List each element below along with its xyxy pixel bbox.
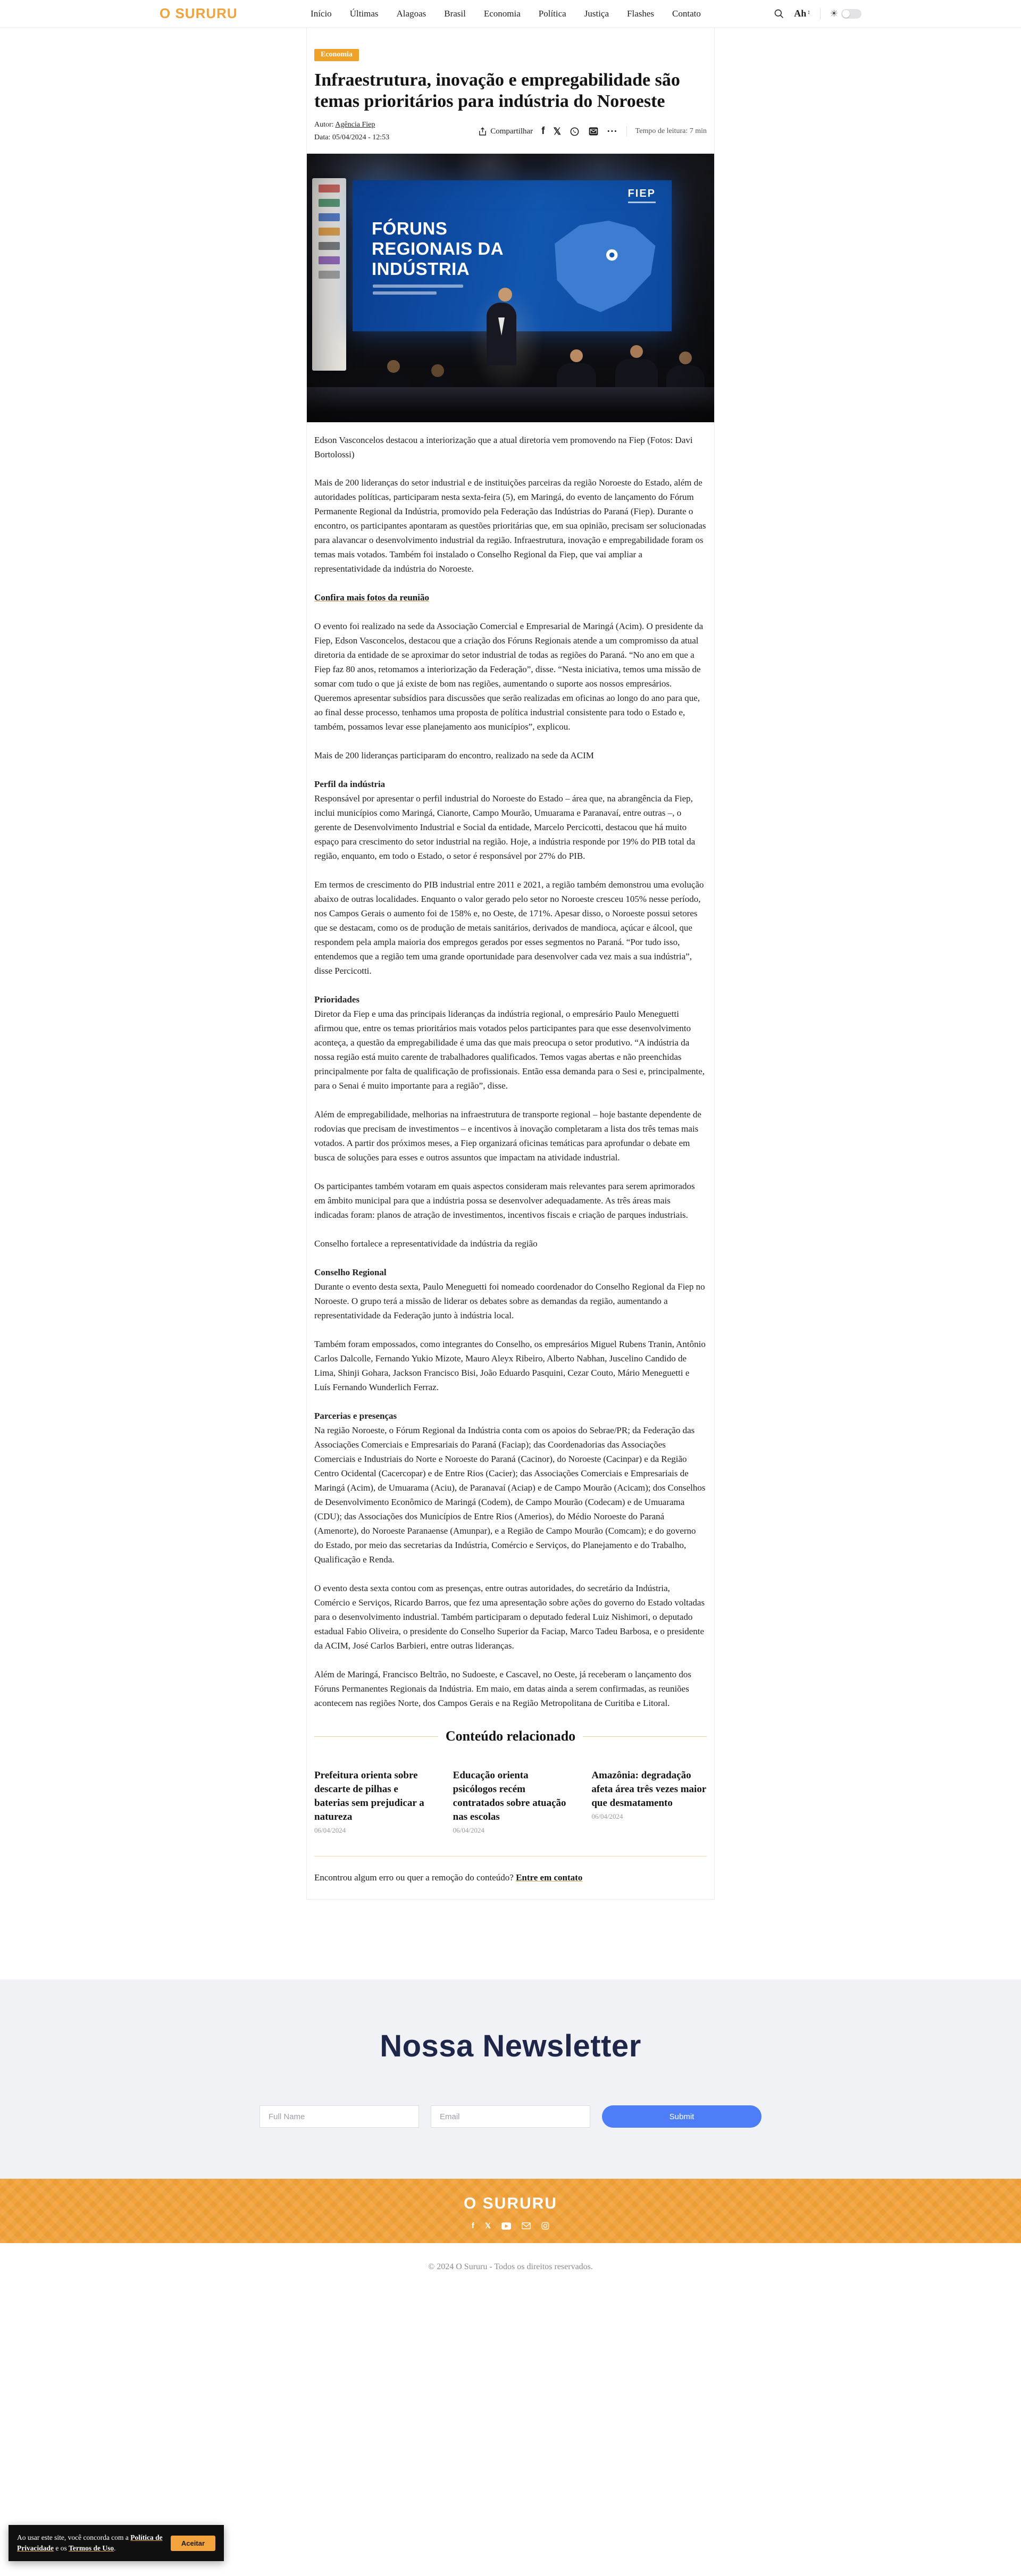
cookie-banner (9, 2525, 224, 2561)
related-item[interactable] (314, 1769, 430, 1835)
nav-alagoas[interactable]: Alagoas (396, 8, 426, 19)
x-twitter-icon[interactable]: 𝕏 (484, 2221, 491, 2230)
reading-time: Tempo de leitura: 7 min (635, 127, 707, 135)
seated-person (615, 345, 658, 405)
seated-person (421, 364, 454, 406)
main-nav (311, 9, 701, 19)
stage-foreground (307, 387, 714, 422)
x-twitter-icon[interactable]: 𝕏 (553, 126, 562, 137)
reading-time-divider (626, 126, 627, 137)
contact-link[interactable]: Entre em contato (516, 1872, 583, 1883)
body-paragraph: Durante o evento desta sexta, Paulo Meneguetti foi nomeado coordenador do Conselho Regional da Fiep no Noroeste. O grupo terá a missão de liderar os debates sobre as demandas da região, aumentando a representatividade da Federação junto à indústria local. (314, 1282, 705, 1320)
search-icon[interactable] (774, 9, 784, 19)
related-title[interactable]: Prefeitura orienta sobre descarte de pilhas e baterias sem prejudicar a natureza (314, 1770, 424, 1822)
body-paragraph: O evento desta sexta contou com as presenças, entre outras autoridades, do secretário da Indústria, Comércio e Serviços, Ricardo Barros, que fez uma apresentação sobre ações do governo do Estado voltadas para o desenvolvimento industrial. Também participaram o deputado federal Luiz Nishimori, o deputado estadual Fabio Oliveira, o presidente do Conselho Superior da Faciap, Marco Tadeu Barbosa, e o presidente da ACIM, José Carlos Barbieri, entre outras lideranças. (314, 1583, 705, 1651)
related-title[interactable]: Amazônia: degradação afeta área três vezes maior que desmatamento (591, 1770, 706, 1809)
body-paragraph: Responsável por apresentar o perfil industrial do Noroeste do Estado – área que, na abrangência da Fiep, inclui municípios como Maringá, Cianorte, Campo Mourão, Umuarama e Paranavaí, entre outras –, o gerente de Desenvolvimento Industrial e Social da entidade, Marcelo Percicotti, destacou que há muito espaço para crescimento do setor industrial na região. Hoje, a indústria responde por 19% do PIB total da região, enquanto, em todo o Estado, o setor é responsável por 27% do PIB. (314, 793, 696, 861)
stage-table (355, 388, 695, 391)
article-meta (314, 119, 389, 144)
section-heading: Parcerias e presenças (314, 1411, 397, 1421)
nav-ultimas[interactable]: Últimas (349, 8, 379, 19)
font-size-control[interactable] (794, 8, 810, 19)
related-date: 06/04/2024 (591, 1812, 623, 1820)
body-paragraph: Os participantes também votaram em quais aspectos consideram mais relevantes para serem aprimorados em âmbito municipal para que a indústria possa se desenvolver adequadamente. As três áreas mais indicadas foram: planos de atração de investimentos, incentivos fiscais e criação de parques industriais. (314, 1181, 695, 1220)
body-paragraph: Além de empregabilidade, melhorias na infraestrutura de transporte regional – hoje bastante dependente de rodovias que precisam de investimentos – e incentivos à inovação completaram a lista dos três temas mais votados. A partir dos próximos meses, a Fiep organizará oficinas temáticas para aprofundar o debate em busca de soluções para esses e outros assuntos que impactam na atividade industrial. (314, 1109, 701, 1162)
email-icon[interactable] (588, 126, 599, 137)
youtube-icon[interactable] (501, 2222, 511, 2230)
parana-map-graphic (546, 211, 660, 315)
article-title: Infraestrutura, inovação e empregabilidade são temas prioritários para indústria do Noroeste (314, 70, 680, 111)
fullname-input[interactable] (260, 2105, 419, 2128)
body-link-wrap (314, 590, 707, 605)
body-paragraph: Na região Noroeste, o Fórum Regional da Indústria conta com os apoios do Sebrae/PR; da Federação das Associações Comerciais e Empresariais do Paraná (Faciap); das Coordenadorias das Associações Comerciais e Industriais do Norte e Noroeste do Paraná (Cacinor), do Noroeste (Cacinpar) e da Região Centro Ocidental (Cacercopar) e de Entre Rios (Cacier); das Associações Comerciais e Empresariais de Maringá (Acim), de Umuarama (Aciu), de Paranavaí (Aciap) e de Campo Mourão (Acicam); dos Conselhos de Desenvolvimento Econômico de Maringá (Codem), de Campo Mourão (Codecam) e de Umuarama (CDU); das Associações dos Municípios de Entre Rios (Amerios), do Médio Noroeste do Paraná (Amenorte), do Noroeste Paranaense (Amunpar), e a Região de Campo Mourão (Comcam); e do governo do Estado, por meio das secretarias da Indústria, Comércio e Serviços, do Planejamento e do Trabalho, Qualificação e Renda. (314, 1425, 706, 1565)
feedback-line: Encontrou algum erro ou quer a remoção do conteúdo? Entre em contato (314, 1856, 707, 1883)
body-caption-line: Conselho fortalece a representatividade da indústria da região (314, 1239, 538, 1249)
author-link[interactable]: Agência Fiep (335, 121, 375, 129)
stage-spotlight (466, 281, 546, 398)
nav-justica[interactable]: Justiça (584, 8, 609, 19)
facebook-icon[interactable]: f (471, 2221, 474, 2230)
accept-cookies-button[interactable]: Aceitar (171, 2536, 215, 2551)
screen-title: FÓRUNS REGIONAIS DA INDÚSTRIA (372, 219, 504, 279)
whatsapp-icon[interactable] (570, 127, 580, 137)
cookie-text: Ao usar este site, você concorda com a Política de Privacidade e os Termos de Uso. (17, 2533, 163, 2552)
article-date: 05/04/2024 - 12:53 (332, 133, 390, 141)
article-body (307, 475, 714, 1710)
sponsor-banner (312, 178, 346, 371)
theme-switch[interactable] (841, 9, 861, 19)
site-footer (0, 2179, 1021, 2293)
related-date: 06/04/2024 (453, 1826, 484, 1834)
article-card (306, 28, 715, 1900)
photos-link[interactable]: Confira mais fotos da reunião (314, 592, 429, 603)
seated-person (666, 352, 705, 405)
author-label: Autor: (314, 121, 334, 129)
seated-person (557, 349, 596, 405)
section-heading: Perfil da indústria (314, 779, 386, 789)
related-section (314, 1728, 707, 1835)
body-paragraph: O evento foi realizado na sede da Associação Comercial e Empresarial de Maringá (Acim). O presidente da Fiep, Edson Vasconcelos, destacou que a criação dos Fóruns Regionais atende a um compromisso da atual diretoria da entidade de se aproximar do setor industrial de todas as regiões do Paraná. “No ano em que a Fiep faz 80 anos, retomamos a interiorização da Federação”, disse. “Nesta iniciativa, temos uma missão de somar com tudo o que já existe de bom nas regiões, aumentando o suporte aos nossos empresários. Queremos apresentar subsídios para discussões que serão realizadas em oficinas ao longo do ano para que, ao final desse processo, tenhamos uma proposta de política industrial consistente para todo o Estado e, também, possamos levar esse planejamento aos municípios”, explicou. (314, 621, 704, 732)
body-paragraph: Em termos de crescimento do PIB industrial entre 2011 e 2021, a região também demonstrou uma evolução abaixo de outras localidades. Enquanto o valor gerado pelo setor no Noroeste cresceu 105% nesse período, nos Campos Gerais o aumento foi de 158% e, no Oeste, de 171%. Apesar disso, o Noroeste possui setores que se destacam, como os de produção de metais sanitários, derivados de mandioca, açúcar e álcool, que respondem pela ampla maioria dos empregos gerados por esses segmentos no Paraná. “Por tudo isso, entendemos que a região tem uma grande oportunidade para desenvolver cada vez mais a sua indústria”, disse Percicotti. (314, 880, 704, 976)
nav-politica[interactable]: Política (538, 8, 566, 19)
led-screen (353, 180, 672, 331)
related-item[interactable] (591, 1769, 707, 1835)
newsletter-section (0, 1979, 1021, 2179)
related-title[interactable]: Educação orienta psicólogos recém contratados sobre atuação nas escolas (453, 1770, 566, 1822)
share-button[interactable]: Compartilhar (478, 127, 533, 136)
share-icon (478, 127, 487, 136)
section-heading: Conselho Regional (314, 1267, 387, 1277)
facebook-icon[interactable]: f (541, 126, 545, 137)
copyright-text: © 2024 O Sururu - Todos os direitos reservados. (428, 2262, 593, 2271)
submit-button[interactable]: Submit (602, 2105, 761, 2128)
nav-inicio[interactable]: Início (311, 8, 332, 19)
instagram-icon[interactable] (541, 2222, 549, 2230)
date-label: Data: (314, 133, 331, 141)
related-item[interactable] (453, 1769, 568, 1835)
nav-contato[interactable]: Contato (672, 8, 701, 19)
nav-economia[interactable]: Economia (483, 8, 521, 19)
email-input[interactable] (431, 2105, 590, 2128)
nav-brasil[interactable]: Brasil (444, 8, 466, 19)
newsletter-title: Nossa Newsletter (380, 2029, 641, 2063)
terms-link[interactable]: Termos de Uso (69, 2544, 114, 2552)
photo-caption: Edson Vasconcelos destacou a interiorização que a atual diretoria vem promovendo na Fiep (Fotos: Davi Bortolossi) (314, 435, 693, 459)
fiep-logo: FIEP (628, 188, 656, 203)
body-paragraph: Também foram empossados, como integrantes do Conselho, os empresários Miguel Rubens Tranin, Antônio Carlos Dalcolle, Fernando Yukio Mizote, Mauro Aleyx Ribeiro, Alberto Nabhan, Juscelino Candido de Lima, Shinji Gohara, Jackson Francisco Bisi, João Eduardo Pasquini, Cezar Couto, Mário Meneguetti e Luís Fernando Wunderlich Ferraz. (314, 1339, 706, 1392)
related-date: 06/04/2024 (314, 1826, 346, 1834)
theme-toggle[interactable] (830, 9, 861, 19)
site-header (0, 0, 1021, 28)
header-divider (820, 8, 821, 20)
article-photo (307, 154, 714, 422)
more-share-icon[interactable]: ••• (607, 127, 618, 135)
body-paragraph: Além de Maringá, Francisco Beltrão, no Sudoeste, e Cascavel, no Oeste, já receberam o lançamento dos Fóruns Permanentes Regionais da Indústria. Em maio, em datas ainda a serem confirmadas, as reuniões acontecem nas regiões Norte, dos Campos Gerais e na Região Metropolitana de Curitiba e Litoral. (314, 1669, 692, 1708)
body-caption-line: Mais de 200 lideranças participaram do encontro, realizado na sede da ACIM (314, 750, 594, 760)
speaker-figure (487, 288, 524, 365)
font-size-arrows-icon: ↕ (807, 9, 810, 15)
body-paragraph: Diretor da Fiep e uma das principais lideranças da indústria regional, o empresário Paulo Meneguetti afirmou que, entre os temas prioritários mais votados pelos participantes para que esse desenvolvimento aconteça, a questão da empregabilidade é uma das que mais preocupa o setor produtivo. “A indústria da nossa região está muito carente de trabalhadores qualificados. Temos vagas abertas e não preenchidas principalmente por falta de qualificação de profissionais. Então essa demanda para o Sesi e, principalmente, para o Senai é muito importante para a região”, disse. (314, 1009, 705, 1091)
seated-person (376, 360, 411, 406)
privacy-policy-link[interactable]: Política de Privacidade (17, 2533, 163, 2552)
category-badge[interactable]: Economia (314, 49, 359, 61)
font-size-label: Ah (794, 8, 807, 19)
sun-icon: ☀ (830, 8, 838, 19)
body-paragraph: Mais de 200 lideranças do setor industrial e de instituições parceiras da região Noroeste do Estado, além de autoridades políticas, participaram nesta sexta-feira (5), em Maringá, do evento de lançamento do Fórum Permanente Regional da Indústria, promovido pela Federação das Indústrias do Paraná (Fiep). Durante o encontro, os participantes apontaram as questões prioritárias que, em sua opinião, precisam ser solucionadas para alavancar o desenvolvimento industrial da região. Infraestrutura, inovação e empregabilidade foram os temas mais votados. Também foi instalado o Conselho Regional da Fiep, que vai ampliar a representatividade da indústria do Noroeste. (314, 478, 706, 574)
section-heading: Prioridades (314, 994, 359, 1005)
nav-flashes[interactable]: Flashes (627, 8, 655, 19)
screen-tagline (373, 285, 463, 298)
email-icon[interactable] (522, 2222, 531, 2229)
site-logo[interactable]: O SURURU (160, 5, 238, 21)
footer-logo[interactable]: O SURURU (463, 2195, 557, 2212)
related-heading: Conteúdo relacionado (445, 1728, 576, 1744)
